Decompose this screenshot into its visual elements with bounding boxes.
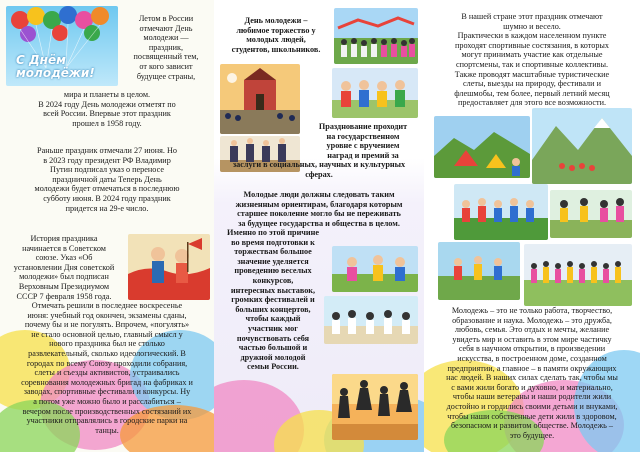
soviet-poster-image xyxy=(128,234,210,300)
text-line: безопасном и развитом обществе. Молодежь – xyxy=(450,421,614,431)
intro-text xyxy=(120,14,212,81)
text-line: предоставляет для этого все возможности. xyxy=(457,98,607,108)
text-line: мира и планеты в целом. xyxy=(63,90,151,99)
text-line: Именно по этой причине xyxy=(227,228,319,237)
text-line: Празднование проходит xyxy=(318,122,408,131)
runners-image xyxy=(550,190,632,238)
text-line: молодежи будет отмечаться в последнюю xyxy=(34,184,180,194)
text-line: придется на 29-е число. xyxy=(65,203,149,213)
text-line: Отмечать решили в последнее воскресенье xyxy=(31,301,183,310)
youth-future-text xyxy=(426,306,638,440)
text-line: В нашей стране этот праздник отмечают xyxy=(461,12,603,21)
text-line: танцы. xyxy=(95,425,119,435)
date-change-text xyxy=(2,146,212,213)
text-line: праздник, xyxy=(148,42,184,52)
text-line: торжествам большое xyxy=(234,247,312,257)
text-line: конкурсов, xyxy=(252,275,294,285)
text-line: флешмобы, тем более, первый летний месяц xyxy=(454,88,610,98)
text-line: союзе. Указ «Об xyxy=(35,253,93,263)
text-line: любовь, семья. Это отдых и мечты, желание xyxy=(454,325,610,335)
text-line: слеты и съезды активистов, устраивались xyxy=(34,368,180,378)
text-line: нового праздника был не столько xyxy=(49,339,165,349)
mountain-hike-image xyxy=(532,108,632,184)
celebration-text xyxy=(426,12,638,108)
text-line: наград и премий за xyxy=(327,150,399,160)
text-line: День молодежи – xyxy=(244,16,308,25)
left-panel xyxy=(0,0,214,452)
text-line: шумно и весело. xyxy=(503,21,561,31)
sports-festival-image xyxy=(332,246,418,292)
text-line: молодых людей, xyxy=(246,35,306,45)
celebration-crowd-image xyxy=(334,8,418,64)
text-line: Практически в каждом населенном пункте xyxy=(457,31,607,41)
text-line: старшее поколение могло бы не переживать xyxy=(237,209,401,219)
text-line: почувствовать себя xyxy=(236,333,310,343)
text-line: достойно и гордились своими детьми и внуками, xyxy=(446,401,618,411)
guidelines-text-column xyxy=(216,228,330,372)
youth-group-image xyxy=(332,68,418,118)
text-line: нас людей. В наших силах сделать так, чтобы мы xyxy=(446,373,618,383)
text-line: начинается в Советском xyxy=(22,243,106,253)
text-line: соревнования молодежных бригад на фабриках и xyxy=(21,377,193,387)
city-festival-image xyxy=(220,64,300,134)
text-line: могут принимать участие как отдельные xyxy=(461,50,603,60)
text-line: вечером после производственных состязаний их xyxy=(22,406,192,416)
text-line: будущее страны, xyxy=(136,71,196,81)
text-line: История праздника xyxy=(30,234,98,243)
right-panel xyxy=(424,0,640,452)
intro-tail-text xyxy=(2,90,212,128)
text-line: участник мог xyxy=(248,323,298,333)
text-line: прошел в 1958 году. xyxy=(72,118,142,128)
tourist-camp-image xyxy=(434,116,530,178)
text-line: проведению веселых xyxy=(234,266,312,276)
text-line: Раньше праздник отмечали 27 июня. Но xyxy=(37,146,177,155)
text-line: Молодежь – это не только работа, творчество, xyxy=(451,306,613,315)
text-line: отмечают День xyxy=(139,23,193,33)
text-line: развлекательный, сколько идеологический. В xyxy=(28,348,186,358)
text-line: не стало основной целью, главный смысл у xyxy=(31,329,183,339)
text-line: праздничной даты Теперь День xyxy=(52,174,162,184)
text-line: чтобы наши собственные дети жили в здоровом, xyxy=(447,411,617,421)
text-line: В 2024 году День молодежи отметят по xyxy=(38,99,176,109)
logo-line-1: С Днём xyxy=(16,53,66,67)
outdoor-fun-image xyxy=(438,242,520,300)
guidelines-text xyxy=(216,190,422,228)
logo-line-2: молодёжи! xyxy=(16,66,95,80)
text-line: жизненным ориентирам, благодаря которым xyxy=(235,199,403,209)
text-line: заслуги в социальных, научных и культурных xyxy=(232,160,406,169)
text-line: уровне с вручением xyxy=(326,141,400,151)
text-line: больших концертов, xyxy=(235,304,311,314)
text-line: искусства, в построенном доме, созданном xyxy=(457,353,607,363)
text-line: почему бы и не погулять. Впрочем, «погулять» xyxy=(24,320,190,330)
text-line: в 2023 году президент РФ Владимир xyxy=(43,155,171,165)
text-line: дружной молодой xyxy=(240,352,306,362)
text-line: предприятии, а главное – в памяти окружающих xyxy=(447,363,617,373)
text-line: интересных выставок, xyxy=(230,285,316,295)
text-line: городах по всему Союзу проходили собрания, xyxy=(26,358,188,368)
text-line: чтобы каждый xyxy=(245,314,301,324)
text-line: частью большой и xyxy=(238,343,308,353)
text-line: Верховным Президиумом xyxy=(18,281,110,291)
text-line: проходят спортивные состязания, в которых xyxy=(454,40,610,50)
sports-teams-image xyxy=(454,184,548,240)
text-line: СССР 7 февраля 1958 года. xyxy=(16,291,112,301)
text-line: увидеть мир и оставить в этом мире частичку xyxy=(452,334,612,344)
text-line: спортсмены, так и спортивные коллективы. xyxy=(455,59,609,69)
text-line: Молодые люди должны следовать таким xyxy=(243,190,395,199)
text-line: громких фестивалей и xyxy=(231,295,315,305)
jumping-friends-image xyxy=(332,374,418,440)
text-line: участники отправлялись в городские парки на xyxy=(26,416,188,426)
text-line: слеты, выезды на природу, фестивали и xyxy=(463,79,601,89)
text-line: значение уделяется xyxy=(237,256,309,266)
text-line: а потом уже можно было и расслабиться – xyxy=(33,396,181,406)
text-line: Летом в России xyxy=(138,14,194,23)
text-line: сферах. xyxy=(305,169,333,179)
text-line: это будущее. xyxy=(509,430,555,440)
text-line: образование и наука. Молодежь – это дружба, xyxy=(452,315,612,325)
history-text xyxy=(4,234,124,301)
text-line: субботу июня. В 2024 году праздник xyxy=(43,193,171,203)
youth-day-logo xyxy=(6,6,118,86)
text-line: студентов, школьников. xyxy=(231,44,321,54)
text-line: чтобы наши ветераны и наши родители жили xyxy=(452,392,612,402)
text-line: с вами жили богато и духовно, и материально, xyxy=(451,382,613,392)
text-line: посвященный тем, xyxy=(133,52,199,62)
text-line: себя в научном открытии, в произведении xyxy=(458,344,606,354)
text-line: во время подготовки к xyxy=(231,237,315,247)
text-line: заводах, спортивные фестивали и конкурсы. Ну xyxy=(23,387,191,397)
text-line: семьи России. xyxy=(247,362,299,372)
flashmob-image xyxy=(524,244,632,306)
text-line: за будущее государства и общества в целом. xyxy=(238,218,400,228)
text-line: на государственном xyxy=(326,131,400,141)
text-line: молодежи» был подписан xyxy=(19,272,109,282)
dancing-youth-image xyxy=(324,296,418,344)
awards-text-tail xyxy=(216,160,422,179)
awards-text xyxy=(306,122,420,160)
text-line: Также проводят масштабные туристические xyxy=(454,69,610,79)
text-line: любимое торжество у xyxy=(236,25,316,35)
text-line: молодежи — xyxy=(143,33,189,43)
middle-panel xyxy=(214,0,424,452)
middle-heading xyxy=(218,16,334,54)
text-line: установлении Дня советской xyxy=(13,262,115,272)
text-line: июня: учебный год окончен, экзамены сданы, xyxy=(27,310,187,320)
tradition-text xyxy=(2,301,212,435)
text-line: всей России. Впервые этот праздник xyxy=(43,109,171,119)
text-line: Путин подписал указ о переносе xyxy=(50,165,164,175)
text-line: от кого зависит xyxy=(139,61,193,71)
